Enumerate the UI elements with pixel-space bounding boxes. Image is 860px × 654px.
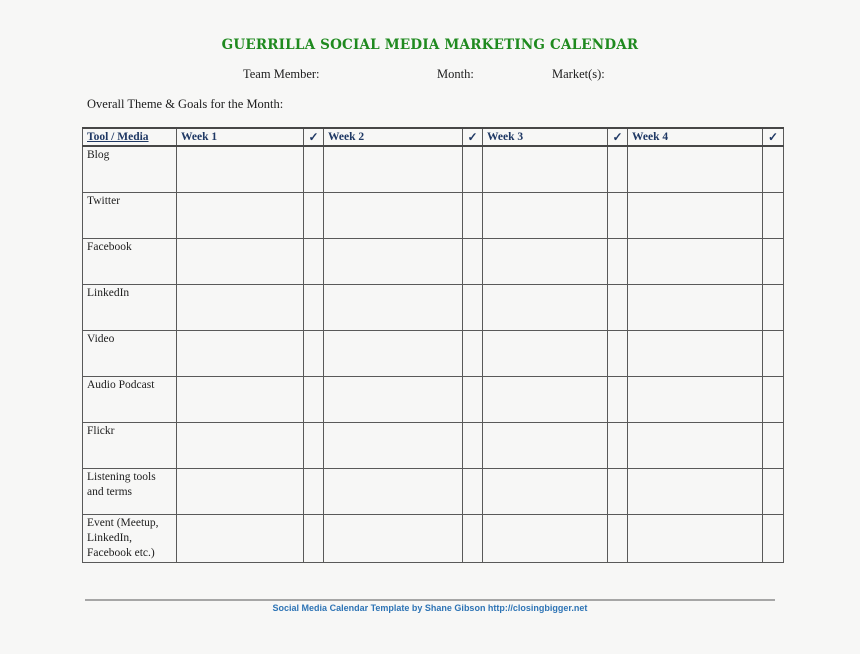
grid-cell <box>304 285 324 331</box>
grid-cell <box>463 469 483 515</box>
table-header-row <box>83 128 784 146</box>
page-title: GUERRILLA SOCIAL MEDIA MARKETING CALENDAR <box>221 37 639 53</box>
grid-cell <box>763 377 784 423</box>
grid-cell <box>483 377 608 423</box>
grid-cell <box>608 377 628 423</box>
row-label: Event (Meetup, LinkedIn, Facebook etc.) <box>83 515 177 563</box>
grid-cell <box>324 515 463 563</box>
grid-cell <box>304 193 324 239</box>
table-row <box>83 146 784 193</box>
grid-cell <box>608 331 628 377</box>
table-row <box>83 515 784 563</box>
grid-cell <box>324 377 463 423</box>
grid-cell <box>177 146 304 193</box>
checkmark-icon: ✓ <box>463 128 483 146</box>
checkmark-icon: ✓ <box>763 128 784 146</box>
footer-divider <box>85 599 775 601</box>
calendar-table <box>82 127 784 563</box>
theme-goals-label: Overall Theme & Goals for the Month: <box>87 97 284 111</box>
row-label: Listening tools and terms <box>83 469 177 515</box>
col-header-week4: Week 4 <box>628 128 763 146</box>
grid-cell <box>177 331 304 377</box>
grid-cell <box>483 423 608 469</box>
grid-cell <box>483 146 608 193</box>
grid-cell <box>763 331 784 377</box>
grid-cell <box>608 146 628 193</box>
grid-cell <box>304 515 324 563</box>
grid-cell <box>608 193 628 239</box>
grid-cell <box>608 469 628 515</box>
table-row <box>83 239 784 285</box>
grid-cell <box>177 423 304 469</box>
grid-cell <box>763 469 784 515</box>
grid-cell <box>608 515 628 563</box>
grid-cell <box>763 285 784 331</box>
grid-cell <box>324 146 463 193</box>
table-row <box>83 423 784 469</box>
checkmark-icon: ✓ <box>304 128 324 146</box>
grid-cell <box>304 469 324 515</box>
grid-cell <box>324 331 463 377</box>
footer-credit-text: Social Media Calendar Template by Shane Gibson http://closingbigger.net <box>272 603 588 613</box>
grid-cell <box>608 239 628 285</box>
col-header-week2: Week 2 <box>324 128 463 146</box>
grid-cell <box>763 146 784 193</box>
grid-cell <box>463 239 483 285</box>
grid-cell <box>608 285 628 331</box>
grid-cell <box>177 193 304 239</box>
grid-cell <box>324 193 463 239</box>
grid-cell <box>463 331 483 377</box>
grid-cell <box>628 331 763 377</box>
table-row <box>83 193 784 239</box>
row-label: Flickr <box>83 423 177 469</box>
markets-label: Market(s): <box>552 67 605 81</box>
grid-cell <box>483 515 608 563</box>
grid-cell <box>463 146 483 193</box>
grid-cell <box>483 193 608 239</box>
grid-cell <box>177 515 304 563</box>
grid-cell <box>483 469 608 515</box>
grid-cell <box>628 515 763 563</box>
grid-cell <box>628 285 763 331</box>
grid-cell <box>628 469 763 515</box>
grid-cell <box>463 285 483 331</box>
row-label: LinkedIn <box>83 285 177 331</box>
month-label: Month: <box>437 67 474 81</box>
tool-media-label: Tool / Media <box>87 131 149 143</box>
team-member-label: Team Member: <box>243 67 320 81</box>
grid-cell <box>483 331 608 377</box>
table-row <box>83 285 784 331</box>
grid-cell <box>304 331 324 377</box>
row-label: Twitter <box>83 193 177 239</box>
row-label: Audio Podcast <box>83 377 177 423</box>
table-row <box>83 377 784 423</box>
row-label: Facebook <box>83 239 177 285</box>
grid-cell <box>763 423 784 469</box>
grid-cell <box>763 193 784 239</box>
grid-cell <box>463 193 483 239</box>
grid-cell <box>177 377 304 423</box>
grid-cell <box>463 377 483 423</box>
grid-cell <box>483 285 608 331</box>
grid-cell <box>324 423 463 469</box>
grid-cell <box>628 146 763 193</box>
grid-cell <box>628 193 763 239</box>
grid-cell <box>763 515 784 563</box>
col-header-week1: Week 1 <box>177 128 304 146</box>
grid-cell <box>763 239 784 285</box>
grid-cell <box>177 469 304 515</box>
col-header-tool-media <box>83 128 177 146</box>
grid-cell <box>177 285 304 331</box>
grid-cell <box>628 423 763 469</box>
grid-cell <box>324 469 463 515</box>
grid-cell <box>304 239 324 285</box>
grid-cell <box>463 515 483 563</box>
table-row <box>83 469 784 515</box>
grid-cell <box>463 423 483 469</box>
grid-cell <box>483 239 608 285</box>
col-header-week3: Week 3 <box>483 128 608 146</box>
grid-cell <box>304 423 324 469</box>
grid-cell <box>304 377 324 423</box>
grid-cell <box>304 146 324 193</box>
row-label: Video <box>83 331 177 377</box>
grid-cell <box>324 239 463 285</box>
grid-cell <box>177 239 304 285</box>
row-label: Blog <box>83 146 177 193</box>
table-row <box>83 331 784 377</box>
checkmark-icon: ✓ <box>608 128 628 146</box>
grid-cell <box>608 423 628 469</box>
grid-cell <box>628 377 763 423</box>
grid-cell <box>628 239 763 285</box>
grid-cell <box>324 285 463 331</box>
